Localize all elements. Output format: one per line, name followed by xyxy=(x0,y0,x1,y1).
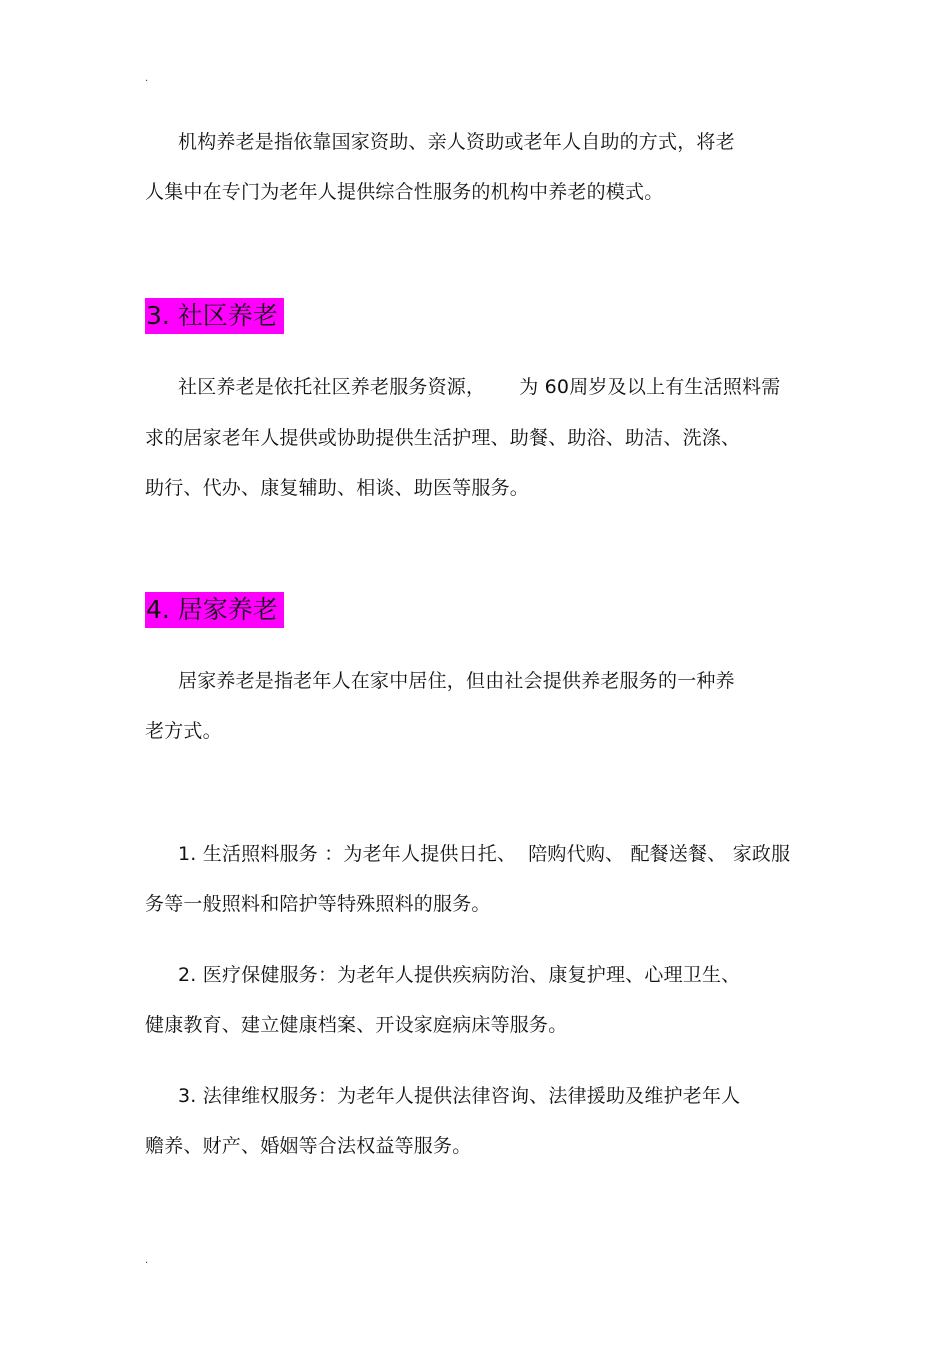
page-top-dot: . xyxy=(145,73,149,84)
community-para-line-3: 助行、代办、康复辅助、相谈、助医等服务。 xyxy=(145,477,530,499)
heading-community-care: 3. 社区养老 xyxy=(145,298,284,334)
page-bottom-dot: . xyxy=(145,1255,149,1266)
heading-home-care: 4. 居家养老 xyxy=(145,592,284,628)
community-para-line-1-part-a: 社区养老是依托社区养老服务资源， xyxy=(178,376,486,398)
home-para-line-1: 居家养老是指老年人在家中居住，但由社会提供养老服务的一种养 xyxy=(178,670,735,692)
institution-para-line-1: 机构养老是指依靠国家资助、亲人资助或老年人自助的方式，将老 xyxy=(178,131,735,153)
community-para-line-2: 求的居家老年人提供或协助提供生活护理、助餐、助浴、助洁、洗涤、 xyxy=(145,427,741,449)
service-item-3-line-1: 3. 法律维权服务：为老年人提供法律咨询、法律援助及维护老年人 xyxy=(178,1085,741,1107)
service-item-1-line-1-part-b: 陪购代购、 配餐送餐、 家政服 xyxy=(528,843,791,865)
community-para-line-1 xyxy=(178,375,780,399)
service-item-2-line-1: 2. 医疗保健服务：为老年人提供疾病防治、康复护理、心理卫生、 xyxy=(178,964,741,986)
service-item-1-line-2: 务等一般照料和陪护等特殊照料的服务。 xyxy=(145,893,491,915)
service-item-1-line-1-part-a: 1. 生活照料服务 ：为老年人提供日托、 xyxy=(178,843,517,865)
service-item-2-line-2: 健康教育、建立健康档案、开设家庭病床等服务。 xyxy=(145,1014,568,1036)
service-item-3-line-2: 赡养、财产、婚姻等合法权益等服务。 xyxy=(145,1135,472,1157)
home-para-line-2: 老方式。 xyxy=(145,720,222,742)
community-para-line-1-part-b: 为 60周岁及以上有生活照料需 xyxy=(519,376,781,398)
institution-para-line-2: 人集中在专门为老年人提供综合性服务的机构中养老的模式。 xyxy=(145,181,664,203)
service-item-1-line-1 xyxy=(178,842,790,866)
